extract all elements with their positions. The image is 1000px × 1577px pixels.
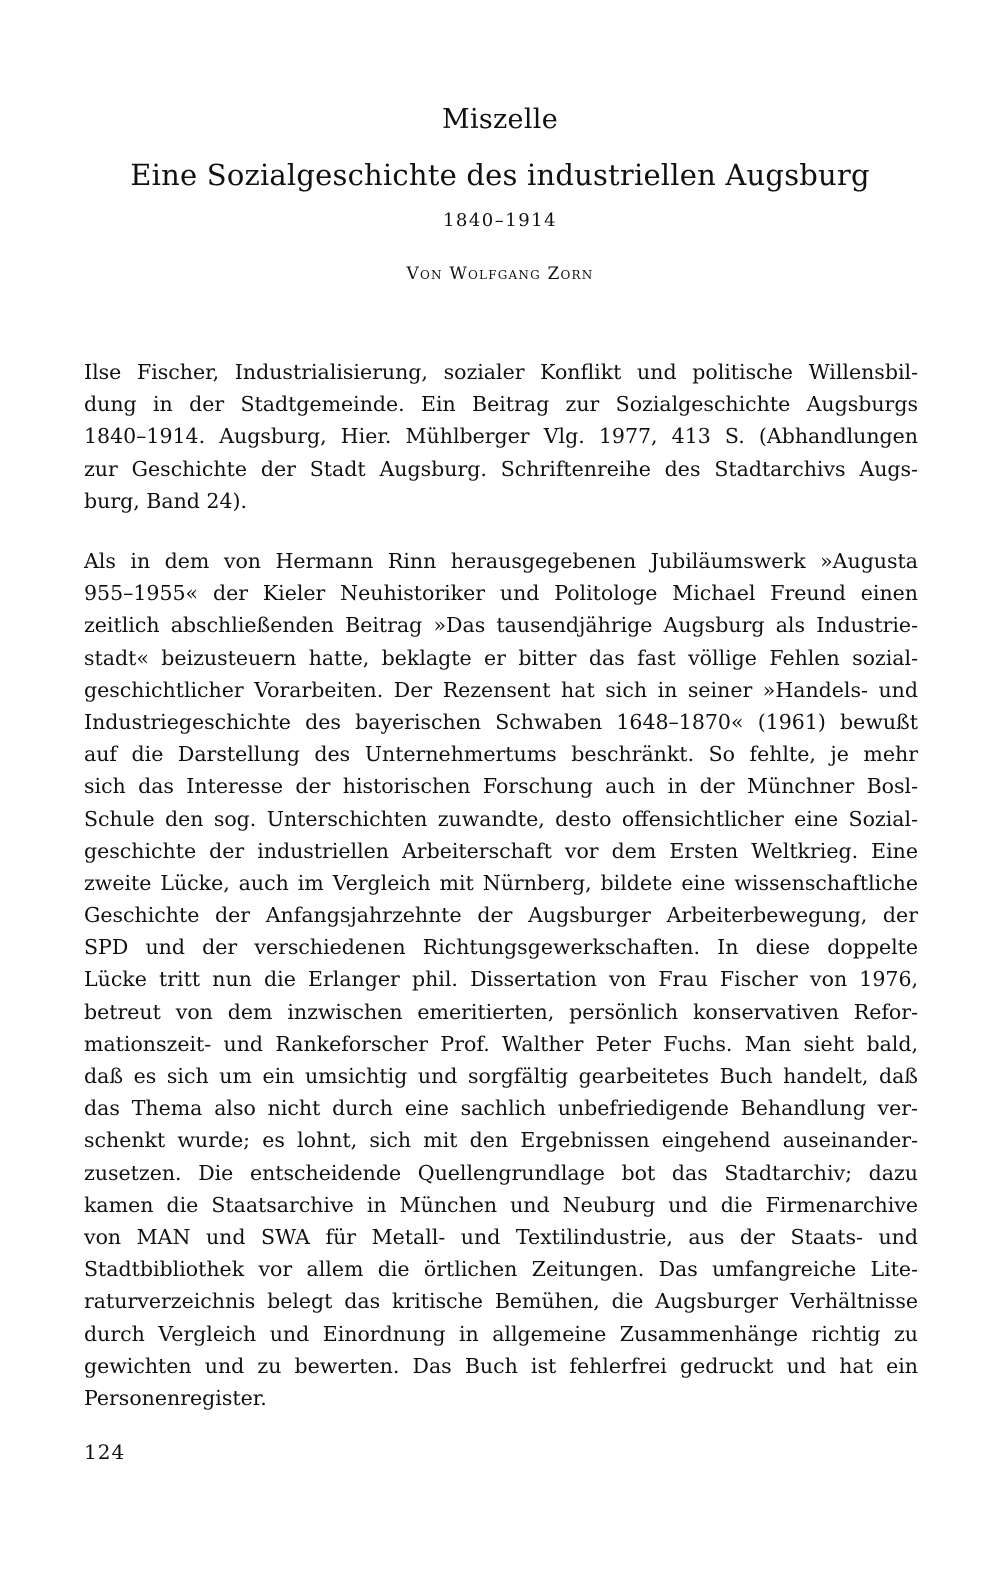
citation-line: dung in der Stadtgemeinde. Ein Beitrag zur Sozialgeschichte Augsburgs <box>84 392 918 417</box>
body-line: Industriegeschichte des bayerischen Schwaben 1648–1870« (1961) bewußt <box>84 709 918 734</box>
body-line: 955–1955« der Kieler Neuhistoriker und Politologe Michael Freund einen <box>84 581 918 606</box>
body-line: gewichten und zu bewerten. Das Buch ist fehlerfrei gedruckt und hat ein <box>84 1353 918 1378</box>
body-line: sich das Interesse der historischen Forschung auch in der Münchner Bosl- <box>84 774 918 799</box>
citation-line: 1840–1914. Augsburg, Hier. Mühlberger Vlg. 1977, 413 S. (Abhandlungen <box>84 424 918 449</box>
body-paragraph <box>84 545 918 1414</box>
body-line: geschichtlicher Vorarbeiten. Der Rezensent hat sich in seiner »Handels- und <box>84 677 918 702</box>
article-title: Eine Sozialgeschichte des industriellen Augsburg <box>130 158 870 192</box>
article-author: Von Wolfgang Zorn <box>406 264 594 284</box>
body-line: Schule den sog. Unterschichten zuwandte, desto offensichtlicher eine Sozial- <box>84 806 918 831</box>
body-line: raturverzeichnis belegt das kritische Bemühen, die Augsburger Verhältnisse <box>84 1289 918 1314</box>
body-line: geschichte der industriellen Arbeiterschaft vor dem Ersten Weltkrieg. Eine <box>84 838 918 863</box>
body-line: durch Vergleich und Einordnung in allgemeine Zusammenhänge richtig zu <box>84 1321 918 1346</box>
body-line: kamen die Staatsarchive in München und Neuburg und die Firmenarchive <box>84 1192 918 1217</box>
citation-line: zur Geschichte der Stadt Augsburg. Schriftenreihe des Stadtarchivs Augs- <box>84 456 918 481</box>
body-line: Lücke tritt nun die Erlanger phil. Dissertation von Frau Fischer von 1976, <box>84 967 918 992</box>
body-line: von MAN und SWA für Metall- und Textilindustrie, aus der Staats- und <box>84 1224 918 1249</box>
body-line: stadt« beizusteuern hatte, beklagte er bitter das fast völlige Fehlen sozial- <box>84 645 918 670</box>
body-line: Stadtbibliothek vor allem die örtlichen Zeitungen. Das umfangreiche Lite- <box>84 1257 918 1282</box>
citation-line: burg, Band 24). <box>84 488 248 513</box>
body-line: das Thema also nicht durch eine sachlich unbefriedigende Behandlung ver- <box>84 1096 918 1121</box>
body-line: zweite Lücke, auch im Vergleich mit Nürnberg, bildete eine wissenschaftliche <box>84 870 918 895</box>
body-line: SPD und der verschiedenen Richtungsgewerkschaften. In diese doppelte <box>84 935 918 960</box>
page-number: 124 <box>84 1440 126 1464</box>
body-line: mationszeit- und Rankeforscher Prof. Walther Peter Fuchs. Man sieht bald, <box>84 1031 918 1056</box>
body-line: betreut von dem inzwischen emeritierten, persönlich konservativen Refor- <box>84 999 918 1024</box>
section-label: Miszelle <box>442 104 558 135</box>
book-citation <box>84 356 918 517</box>
article-years: 1840–1914 <box>442 210 558 231</box>
citation-line: Ilse Fischer, Industrialisierung, sozialer Konflikt und politische Willensbil- <box>84 360 918 384</box>
body-line: auf die Darstellung des Unternehmertums beschränkt. So fehlte, je mehr <box>84 742 918 767</box>
body-line: Personenregister. <box>84 1385 267 1410</box>
body-line: Geschichte der Anfangsjahrzehnte der Augsburger Arbeiterbewegung, der <box>84 903 918 928</box>
body-line: daß es sich um ein umsichtig und sorgfältig gearbeitetes Buch handelt, daß <box>84 1064 918 1088</box>
body-line: schenkt wurde; es lohnt, sich mit den Ergebnissen eingehend auseinander- <box>84 1128 918 1153</box>
body-line: Als in dem von Hermann Rinn herausgegebenen Jubiläumswerk »Augusta <box>84 549 918 573</box>
body-line: zeitlich abschließenden Beitrag »Das tausendjährige Augsburg als Industrie- <box>84 613 918 638</box>
body-line: zusetzen. Die entscheidende Quellengrundlage bot das Stadtarchiv; dazu <box>84 1160 918 1185</box>
